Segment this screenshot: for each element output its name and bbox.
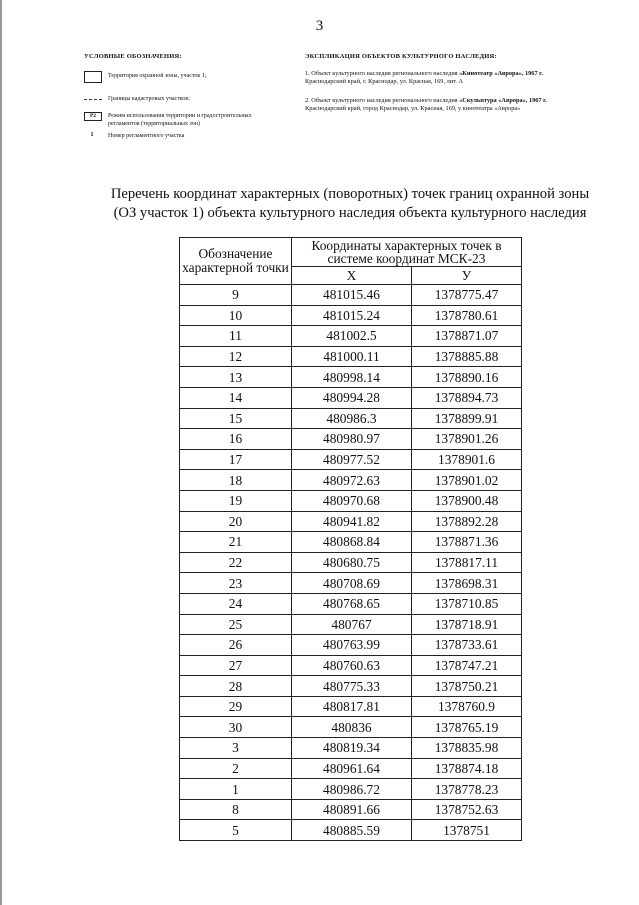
legend-item-cadastral: [84, 95, 258, 103]
y-coordinate-cell: 1378778.23: [412, 779, 522, 800]
point-number-cell: 19: [180, 490, 292, 511]
point-number-cell: 23: [180, 573, 292, 594]
explication-object-name: «Кинотеатр «Аврора», 1967 г.: [459, 70, 543, 77]
table-row: [180, 635, 522, 656]
zone-box-icon: [84, 71, 102, 83]
x-coordinate-cell: 480970.68: [292, 490, 412, 511]
table-row: [180, 799, 522, 820]
coordinates-header: Координаты характерных точек в системе координат МСК-23: [292, 238, 522, 267]
y-coordinate-cell: 1378901.02: [412, 470, 522, 491]
title-line: (ОЗ участок 1) объекта культурного наследия объекта культурного наследия: [113, 205, 587, 221]
x-coordinate-cell: 481000.11: [292, 346, 412, 367]
table-row: [180, 449, 522, 470]
point-number-cell: 25: [180, 614, 292, 635]
table-row: [180, 593, 522, 614]
dashed-line-icon: [84, 99, 102, 100]
x-coordinate-cell: 480998.14: [292, 367, 412, 388]
legend-item-number: [84, 132, 258, 140]
table-row: [180, 387, 522, 408]
point-number-cell: 16: [180, 429, 292, 450]
point-number-cell: 28: [180, 676, 292, 697]
y-coordinate-cell: 1378901.6: [412, 449, 522, 470]
x-coordinate-cell: 480891.66: [292, 799, 412, 820]
point-number-cell: 17: [180, 449, 292, 470]
point-number-cell: 12: [180, 346, 292, 367]
table-row: [180, 738, 522, 759]
x-coordinate-cell: 481015.24: [292, 305, 412, 326]
x-header: Х: [292, 267, 412, 285]
x-coordinate-cell: 480775.33: [292, 676, 412, 697]
explication-item: [305, 97, 613, 113]
point-number-cell: 14: [180, 387, 292, 408]
legend-header: УСЛОВНЫЕ ОБОЗНАЧЕНИЯ:: [84, 53, 182, 60]
x-coordinate-cell: 480885.59: [292, 820, 412, 841]
y-coordinate-cell: 1378900.48: [412, 490, 522, 511]
explication-prefix: 1. Объект культурного наследия регионального наследия: [305, 70, 460, 77]
point-number-cell: 27: [180, 655, 292, 676]
legend-item-regime: [84, 112, 268, 128]
table-row: [180, 717, 522, 738]
explication-object-name: «Скульптура «Аврора», 1967 г.: [459, 97, 547, 104]
legend-item-label: Территория охранной зоны, участок 1;: [108, 73, 207, 79]
y-coordinate-cell: 1378871.07: [412, 326, 522, 347]
point-number-cell: 22: [180, 552, 292, 573]
x-coordinate-cell: 480817.81: [292, 696, 412, 717]
y-coordinate-cell: 1378751: [412, 820, 522, 841]
point-number-cell: 18: [180, 470, 292, 491]
x-coordinate-cell: 480768.65: [292, 593, 412, 614]
x-coordinate-cell: 480961.64: [292, 758, 412, 779]
y-coordinate-cell: 1378835.98: [412, 738, 522, 759]
table-row: [180, 367, 522, 388]
y-coordinate-cell: 1378760.9: [412, 696, 522, 717]
point-number-cell: 26: [180, 635, 292, 656]
y-coordinate-cell: 1378780.61: [412, 305, 522, 326]
y-coordinate-cell: 1378892.28: [412, 511, 522, 532]
table-row: [180, 429, 522, 450]
point-number-cell: 9: [180, 285, 292, 306]
point-number-cell: 30: [180, 717, 292, 738]
x-coordinate-cell: 480980.97: [292, 429, 412, 450]
point-number-cell: 11: [180, 326, 292, 347]
table-row: [180, 655, 522, 676]
table-row: [180, 326, 522, 347]
table-row: [180, 573, 522, 594]
y-coordinate-cell: 1378890.16: [412, 367, 522, 388]
x-coordinate-cell: 480941.82: [292, 511, 412, 532]
x-coordinate-cell: 480986.72: [292, 779, 412, 800]
y-coordinate-cell: 1378752.63: [412, 799, 522, 820]
x-coordinate-cell: 481002.5: [292, 326, 412, 347]
legend-item-label: Номер регламентного участка: [108, 133, 185, 139]
point-number-cell: 8: [180, 799, 292, 820]
table-row: [180, 758, 522, 779]
legend-item-zone: [84, 72, 258, 83]
point-number-cell: 20: [180, 511, 292, 532]
explication-address: Краснодарский край, г. Краснодар, ул. Красная, 169, лит. А: [305, 78, 464, 85]
y-coordinate-cell: 1378710.85: [412, 593, 522, 614]
x-coordinate-cell: 480836: [292, 717, 412, 738]
x-coordinate-cell: 480763.99: [292, 635, 412, 656]
legend-item-label: Границы кадастровых участков;: [108, 96, 190, 102]
y-coordinate-cell: 1378733.61: [412, 635, 522, 656]
point-number-cell: 5: [180, 820, 292, 841]
table-row: [180, 285, 522, 306]
table-row: [180, 696, 522, 717]
x-coordinate-cell: 480868.84: [292, 532, 412, 553]
x-coordinate-cell: 481015.46: [292, 285, 412, 306]
table-row: [180, 470, 522, 491]
point-number-cell: 2: [180, 758, 292, 779]
table-row: [180, 614, 522, 635]
x-coordinate-cell: 480986.3: [292, 408, 412, 429]
point-number-cell: 24: [180, 593, 292, 614]
table-body: [180, 285, 522, 841]
y-coordinate-cell: 1378765.19: [412, 717, 522, 738]
y-header: У: [412, 267, 522, 285]
y-coordinate-cell: 1378901.26: [412, 429, 522, 450]
table-row: [180, 552, 522, 573]
title-line: Перечень координат характерных (поворотных) точек границ охранной зоны: [110, 186, 590, 202]
table-row: [180, 511, 522, 532]
y-coordinate-cell: 1378894.73: [412, 387, 522, 408]
regime-p2-icon: Р2: [84, 112, 102, 121]
page-edge-line: [0, 0, 2, 905]
coordinates-table: [179, 237, 522, 841]
x-coordinate-cell: 480767: [292, 614, 412, 635]
y-coordinate-cell: 1378874.18: [412, 758, 522, 779]
x-coordinate-cell: 480680.75: [292, 552, 412, 573]
y-coordinate-cell: 1378750.21: [412, 676, 522, 697]
y-coordinate-cell: 1378871.36: [412, 532, 522, 553]
table-row: [180, 490, 522, 511]
point-number-cell: 21: [180, 532, 292, 553]
y-coordinate-cell: 1378747.21: [412, 655, 522, 676]
y-coordinate-cell: 1378899.91: [412, 408, 522, 429]
point-number-cell: 3: [180, 738, 292, 759]
explication-address: Краснодарский край, город Краснодар, ул. Красная, 169, у кинотеатра «Аврора»: [305, 105, 521, 112]
table-row: [180, 779, 522, 800]
table-row: [180, 532, 522, 553]
regulation-number-icon: 1: [90, 132, 94, 138]
explication-header: ЭКСПЛИКАЦИЯ ОБЪЕКТОВ КУЛЬТУРНОГО НАСЛЕДИЯ:: [305, 53, 497, 60]
point-number-cell: 29: [180, 696, 292, 717]
y-coordinate-cell: 1378718.91: [412, 614, 522, 635]
y-coordinate-cell: 1378885.88: [412, 346, 522, 367]
table-row: [180, 408, 522, 429]
table-row: [180, 346, 522, 367]
point-number-cell: 13: [180, 367, 292, 388]
x-coordinate-cell: 480708.69: [292, 573, 412, 594]
x-coordinate-cell: 480760.63: [292, 655, 412, 676]
x-coordinate-cell: 480972.63: [292, 470, 412, 491]
y-coordinate-cell: 1378698.31: [412, 573, 522, 594]
point-number-cell: 10: [180, 305, 292, 326]
table-row: [180, 676, 522, 697]
page-number: 3: [315, 18, 324, 34]
document-title: [60, 185, 639, 223]
explication-item: [305, 70, 613, 86]
x-coordinate-cell: 480819.34: [292, 738, 412, 759]
legend-item-label: Режим использования территории и градостроительных регламентов (территориальных зон): [108, 113, 252, 127]
table-row: [180, 305, 522, 326]
x-coordinate-cell: 480977.52: [292, 449, 412, 470]
point-number-cell: 1: [180, 779, 292, 800]
y-coordinate-cell: 1378775.47: [412, 285, 522, 306]
x-coordinate-cell: 480994.28: [292, 387, 412, 408]
y-coordinate-cell: 1378817.11: [412, 552, 522, 573]
point-number-cell: 15: [180, 408, 292, 429]
table-row: [180, 820, 522, 841]
point-label-header: Обозначение характерной точки: [180, 238, 292, 285]
explication-prefix: 2. Объект культурного наследия регионального наследия: [305, 97, 460, 104]
